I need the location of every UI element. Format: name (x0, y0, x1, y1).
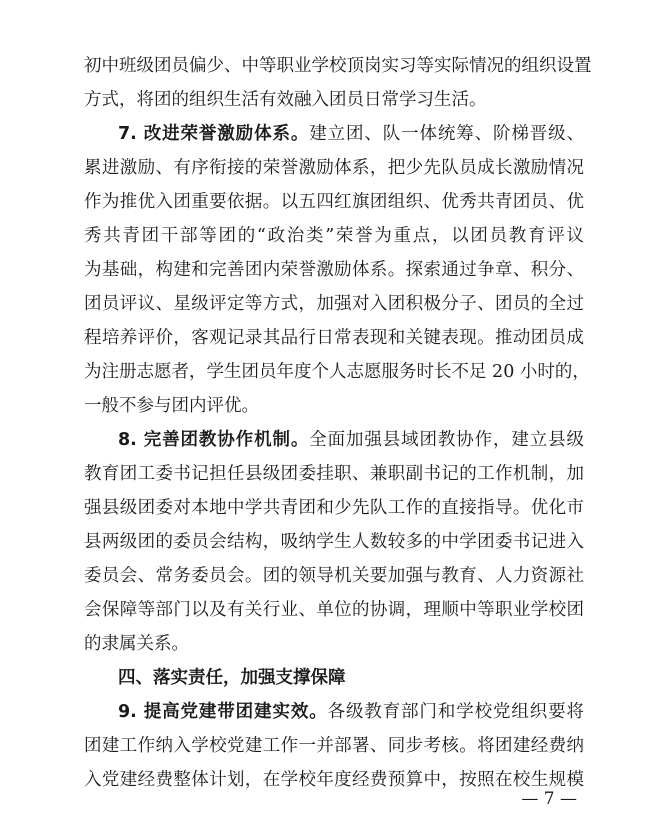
item-heading-8: 8. 完善团教协作机制。 (118, 430, 310, 450)
body-text-span: 全面加强县域团教协作，建立县级 (309, 430, 584, 450)
body-text-span: 建立团、队一体统筹、阶梯晋级、 (309, 124, 584, 144)
body-text-line: 委员会、常务委员会。团的领导机关要加强与教育、人力资源社 (84, 566, 584, 586)
body-text-line: 为注册志愿者，学生团员年度个人志愿服务时长不足 20 小时的， (84, 362, 590, 382)
paragraph-7-line (118, 118, 584, 150)
body-text-line: 累进激励、有序衔接的荣誉激励体系，把少先队员成长激励情况 (84, 158, 584, 178)
body-text-line: 作为推优入团重要依据。以五四红旗团组织、优秀共青团员、优 (84, 192, 584, 212)
page-number: — 7 — (521, 789, 577, 809)
body-text-line: 为基础，构建和完善团内荣誉激励体系。探索通过争章、积分、 (84, 260, 584, 280)
body-text-span: 各级教育部门和学校党组织要将 (327, 702, 584, 722)
body-text-line: 的隶属关系。 (84, 634, 189, 654)
paragraph-8-line (118, 424, 584, 456)
section-heading: 四、落实责任，加强支撑保障 (118, 668, 346, 688)
body-text-line: 一般不参与团内评优。 (84, 396, 259, 416)
body-text-line: 县两级团的委员会结构，吸纳学生人数较多的中学团委书记进入 (84, 532, 584, 552)
body-text-line: 入党建经费整体计划，在学校年度经费预算中，按照在校生规模 (84, 770, 584, 790)
body-text-line: 强县级团委对本地中学共青团和少先队工作的直接指导。优化市 (84, 498, 584, 518)
body-text-line: 团员评议、星级评定等方式，加强对入团积极分子、团员的全过 (84, 294, 584, 314)
item-heading-7: 7. 改进荣誉激励体系。 (118, 124, 310, 144)
body-text-line: 团建工作纳入学校党建工作一并部署、同步考核。将团建经费纳 (84, 736, 584, 756)
paragraph-9-line (118, 696, 584, 728)
body-text-line: 会保障等部门以及有关行业、单位的协调，理顺中等职业学校团 (84, 600, 584, 620)
item-heading-9: 9. 提高党建带团建实效。 (118, 702, 328, 722)
body-text-line: 秀共青团干部等团的“政治类”荣誉为重点，以团员教育评议 (84, 226, 584, 246)
body-text-line: 教育团工委书记担任县级团委挂职、兼职副书记的工作机制，加 (84, 464, 584, 484)
body-text-line: 初中班级团员偏少、中等职业学校顶岗实习等实际情况的组织设置 (84, 56, 592, 76)
body-text-line: 方式，将团的组织生活有效融入团员日常学习生活。 (84, 90, 487, 110)
body-text-line: 程培养评价，客观记录其品行日常表现和关键表现。推动团员成 (84, 328, 584, 348)
